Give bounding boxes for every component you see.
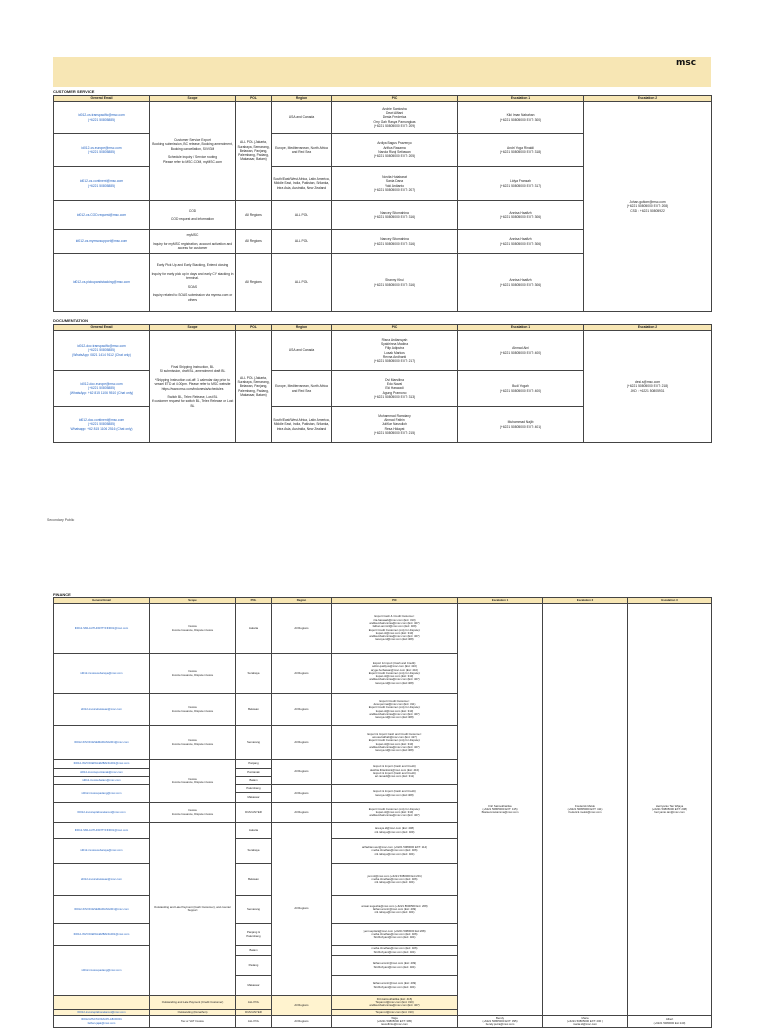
pol-cell: Semarang (236, 726, 272, 760)
scope-cell: Invoice Invoice Issuance, Dispute invoice (150, 803, 236, 823)
pic-cell: Export & Import (Cash and Credit) desthia.fitriantisini@msc.com (Ext: 410) Export & Import (Cash and Credit) ari.ramadi@msc.com (Ext: 311) (332, 760, 458, 785)
email-link[interactable]: ID012-INVOICESEMARANG001@msc.com (54, 726, 150, 760)
email-link[interactable]: id012-invoicesubaraya@msc.com (54, 654, 150, 694)
email-link[interactable]: id012-cs.pickupandstacking@msc.com (54, 254, 150, 312)
scope-cell: Outstanding and Late Payment (Credit Customer) (150, 996, 236, 1010)
scope-cell: myMSC Inquiry for myMSC registration, account activation and access for customer (150, 230, 236, 254)
pic-cell: Fitri.katmukhatlika (Ext: 415) Tiopan.id@msc.com (Ext: 310) andika.khairunnisa@msc.com (Ext: 407) (332, 996, 458, 1010)
email-link[interactable]: ID012-INVOICESEMARANG001@msc.com (54, 896, 150, 924)
pol-cell: Jakarta (236, 823, 272, 839)
pol-cell: DUM ANYER (236, 803, 272, 823)
pic-cell: yeni.septiani@msc.com (+6221 5080000 Ext:208) meiba.trinelhas@msc.com (Ext: 406) Siti.Rohyani@msc.com (Ext: 404) (332, 924, 458, 946)
pic-cell: meiba.trinelhas@msc.com (Ext: 406) Siti.Rohyani@msc.com (Ext: 404) (332, 946, 458, 956)
email-link[interactable]: id012-doc.continent@msc.com (+6221 50805885) Whatsapp: +62 815 1106 2516 (Chat only) (54, 407, 150, 443)
col-header-pic: PIC (332, 598, 458, 604)
esc3-cell: Herriyanto Tan Wijaya (+6221 50805000 EXT: 208) herryanto.tan@msc.com (628, 604, 712, 1016)
region-cell: ALL POL (272, 201, 332, 230)
pol-cell: Belawan (236, 694, 272, 726)
pol-cell: Makassar (236, 793, 272, 803)
pol-cell: Pontianak (236, 769, 272, 777)
pic-cell: Export & Import (Cash and Credit): adimi.qaidiyus@msc.com (Ext: 410) aryge.herbawan@msc.com (Ext: 410) Export Credit Customer (only for dispute): tiopan.id@msc.com (Ext: 310) andika.khairunnisa@msc.com (Ext: 407) laresya.id@msc.com (Ext:408) (332, 654, 458, 694)
pol-cell: ALL POL (236, 996, 272, 1010)
email-link[interactable]: id012-invoicepadang@msc.com (54, 785, 150, 803)
esc3-cell: Albert (+6221 5080000 Ext:140) (628, 1016, 712, 1028)
scope-cell: Early Pick Up and Early Stacking, Extend closing Inquiry for early pick up in days and early CY stacking in terminal. SOAS Inquiry related to SOAS submission via mymsc.com or others (150, 254, 236, 312)
pic-cell: yuni.id@msc.com (+6221 5080000 Ext:201) meiba.trinelhas@msc.com (Ext: 406) niti.rahayu@msc.com (Ext: 404) (332, 864, 458, 896)
pic-cell: Ardiya Bagus Pravenyo Arifica Rasama Nanda Rizqi Setiawan (+6221 50805000 EXT: 205) (332, 134, 458, 167)
pol-cell: Batam (236, 777, 272, 785)
pol-cell: Panjang & Palembang (236, 924, 272, 946)
table-row (54, 604, 712, 654)
esc1-cell: Kiki Iman Nabahan (+6221 50805000 EXT: 300) (458, 102, 584, 134)
pic-cell: Nancey Sitomahina (+6221 50805000 EXT: 316) (332, 201, 458, 230)
esc2-cell: desi.s@msc.com (+6221 50805000 EXT: 218) JKD : +6221 50805931 (584, 331, 712, 443)
pol-cell: All Regions (236, 230, 272, 254)
region-cell: South/East/West Africa, Latin America, Middle East, India, Pakistan, Srilanka, Intra Asia, Australia, New Zealand (272, 407, 332, 443)
email-link[interactable]: ID012-MSCTAXFACPLAB.ID001 fathan.jajat@msc.com (54, 1016, 150, 1028)
region-cell: All Regions (272, 996, 332, 1016)
pol-cell: DUM ANYER (236, 1010, 272, 1016)
pic-cell: Wiga (+6221 50805000 EXT: 395) taxcoffcire@msc.com (332, 1016, 458, 1028)
email-link[interactable]: id012-cs.continent@msc.com (+6221 50805885) (54, 167, 150, 201)
pic-cell: Muhammad Ramdany Ahmad Fathin JuliKar Nasrulloh Resa Hidayat (+6221 50805000 EXT: 215) (332, 407, 458, 443)
col-header-esc3: Escalation 3 (628, 598, 712, 604)
pol-cell: Belawan (236, 864, 272, 896)
scope-cell: Final Shipping Instruction, BL SI submission, draft BL, amendment draft BL *Shipping Instruction cut-off: 1 calendar day prior to vessel ETD at 4.00pm. Please refer to MSC website https://www.msc.com/indonesia/schedules Switch BL, Telex Release, Lost BL If customer request for switch BL, Telex Release or Lost BL (150, 331, 236, 443)
pol-cell: ALL POL (Jakarta, Surabaya, Semarang, Belawan, Panjang, Palembang, Padang, Makassar, Batam) (236, 102, 272, 201)
email-link[interactable]: ID012-invoiceplabonelaroot@msc.com (54, 803, 150, 823)
pol-cell: Surabaya (236, 654, 272, 694)
esc2-cell: Frederick Melok (+6221 50805000 EXT: 411) frederick.melok@msc.com (543, 604, 628, 1016)
pic-cell: laresya.id@msc.com (Ext: 408) niti.rahayu@msc.com (Ext: 409) (332, 823, 458, 839)
pic-cell: Export Credit Customer (only for dispute): tiopan.id@msc.com (Ext: 310) andika.khairunnisa@msc.com (Ext: 407) (332, 803, 458, 823)
pic-cell: Export & Import Cash and Credit Customer: amusa.fatihah@msc.com (Ext: 427) Export Credit Customer (only for dispute): tiopan.id@msc.com (Ext: 310) andika.khairunnisa@msc.com (Ext: 407) laresya.id@msc.com (Ext:408) (332, 726, 458, 760)
classification-note: Secondary Public (47, 518, 75, 522)
email-link[interactable]: id012-cs.transpacific@msc.com (+6221 50805885) (54, 102, 150, 134)
pol-cell: Surabaya (236, 839, 272, 864)
col-header-region: Region (272, 325, 332, 331)
esc1-cell: Annisa Haafizh (+6221 50805000 EXT: 306) (458, 201, 584, 230)
scope-cell: Invoice Invoice Issuance, Dispute invoice (150, 694, 236, 726)
section-title-customer-service: CUSTOMER SERVICE (53, 89, 95, 94)
esc1-cell: Annisa Haafizh (+6221 50805000 EXT: 306) (458, 230, 584, 254)
region-cell: All Regions (272, 726, 332, 760)
pol-cell: Batam (236, 946, 272, 956)
pic-cell: Nancey Sitomahina (+6221 50805000 EXT: 316) (332, 230, 458, 254)
col-header-pic: PIC (332, 96, 458, 102)
col-header-region: Region (272, 96, 332, 102)
region-cell: ALL POL (272, 254, 332, 312)
esc1-cell: Fitri Satmokhairika (+6221 50805000 EXT: 415) ffkatsenmukamma@msc.com (458, 604, 543, 1016)
msc-logo: msc (675, 58, 697, 68)
email-link[interactable]: id012-cs.mymscsupport@msc.com (54, 230, 150, 254)
region-cell: All Regions (272, 1016, 332, 1028)
pic-cell: Novita Hutabarat Sania Dana Yoki Ardianto (+6221 50805000 EXT: 207) (332, 167, 458, 201)
region-cell: South/East/West Africa, Latin America, Middle East, India, Pakistan, Srilanka, Intra Asia, Australia, New Zealand (272, 167, 332, 201)
email-link[interactable]: ID012-INVOICEPALEMBANG001@msc.com (54, 760, 150, 769)
region-cell: USA and Canada (272, 331, 332, 371)
email-link[interactable]: id012-cs.europe@msc.com (+6221 50805885) (54, 134, 150, 167)
pol-cell: ALL POL (236, 1016, 272, 1028)
scope-cell: Outstanding (Donathon) (150, 1010, 236, 1016)
esc2-cell: Johan.gultom@msc.com (+6221 50805000 EXT: 208) CSD : +6221 50805922 (584, 102, 712, 312)
pol-cell: Semarang (236, 896, 272, 924)
pic-cell: Shanny Khui (+6221 50805000 EXT: 316) (332, 254, 458, 312)
col-header-esc2: Escalation 2 (584, 96, 712, 102)
scope-cell: Outstanding and Late Payment (Cash Customer), and counter Support (150, 823, 236, 996)
section-title-documentation: DOCUMENTATION (53, 318, 88, 323)
col-header-email: General Email (54, 96, 150, 102)
email-link[interactable]: id012-invoicepadang@msc.com (54, 946, 150, 996)
region-cell: Europe, Mediterranean, North Africa and Red Sea (272, 134, 332, 167)
pol-cell: All Regions (236, 201, 272, 230)
email-link[interactable]: id012-invoicesubaraya@msc.com (54, 839, 150, 864)
region-cell: All Regions (272, 803, 332, 823)
region-cell: All Regions (272, 760, 332, 785)
pic-cell: fathan.ammir@msc.com (Ext: 409) Siti.Rohyani@msc.com (Ext: 404) (332, 976, 458, 996)
table-row (54, 331, 712, 371)
region-cell: All Regions (272, 785, 332, 803)
pic-cell: Export Credit Customer: dewi.permai@msc.com (Ext: 311) Export Credit Customer (only for dispute): tiopan.id@msc.com (Ext: 310) andika.khairunnisa@msc.com (Ext: 407) laresya.id@msc.com (Ext:408) (332, 694, 458, 726)
esc1-cell: Budi Yogah (+6221 50805000 EXT: 400) (458, 371, 584, 407)
esc2-cell: Maria (+6221 50805000 EXT: 200 ) maria.id@msc.com (543, 1016, 628, 1028)
email-link[interactable]: ID012-invoiceplabonelaroot@msc.com (54, 1010, 150, 1016)
email-link[interactable]: id012-invoicebelawan@msc.com (54, 864, 150, 896)
email-link[interactable]: ID012-SMLAUTHORITYFIN001@msc.com (54, 823, 150, 839)
esc1-cell: Muhammad Najib (+6221 50805000 EXT: 401) (458, 407, 584, 443)
region-cell: USA and Canada (272, 102, 332, 134)
documentation-table (53, 324, 712, 443)
pic-cell: Export & Import (Cash and Credit) laresya.id@msc.com (Ext:408) (332, 785, 458, 803)
email-link[interactable] (54, 996, 150, 1010)
col-header-esc2: Escalation 2 (584, 325, 712, 331)
table-row (54, 102, 712, 134)
header-banner (53, 57, 711, 87)
pic-cell: fathan.ammir@msc.com (Ext: 409) Siti.Rohyani@msc.com (Ext: 404) (332, 956, 458, 976)
col-header-scope: Scope (150, 96, 236, 102)
esc1-cell: Annisa Haafizh (+6221 50805000 EXT: 306) (458, 254, 584, 312)
scope-cell: Invoice Invoice Issuance, Dispute invoice (150, 604, 236, 654)
col-header-email: General Email (54, 598, 150, 604)
scope-cell: Invoice Invoice Issuance, Dispute invoice (150, 654, 236, 694)
scope-cell: Invoice Invoice Issuance, Dispute invoice (150, 760, 236, 803)
region-cell: All Regions (272, 694, 332, 726)
esc1-cell: Bendy (+6221 50805000 EXT: 395) bendy.putra@msc.com (458, 1016, 543, 1028)
region-cell: All Regions (272, 654, 332, 694)
region-cell: ALL POL (272, 230, 332, 254)
pol-cell: All Regions (236, 254, 272, 312)
col-header-pic: PIC (332, 325, 458, 331)
pic-cell: Export Cash & Credit Customer: rita.hassaab@msc.com (Ext: 310) andika.khairunnisa@msc.com (Ext: 407) fathan.ammirl@msc.com (Ext: 409) Export Credit Customer (only for dispute): tiopan.id@msc.com (Ext: 310) andika.khairunnisa@msc.com (Ext: 407) laresya.id@msc.com (Ext:408) (332, 604, 458, 654)
esc1-cell: Lidya Fransah (+6221 50805000 EXT: 317) (458, 167, 584, 201)
col-header-scope: Scope (150, 325, 236, 331)
region-cell: All Regions (272, 823, 332, 996)
email-link[interactable]: id012-cs.COD.request@msc.com (54, 201, 150, 230)
table-row (54, 1016, 712, 1028)
col-header-esc1: Escalation 1 (458, 325, 584, 331)
scope-cell: Tax or VAT Invoice (150, 1016, 236, 1028)
col-header-pol: POL (236, 96, 272, 102)
email-link[interactable]: id012-invoicepontianak@msc.com (54, 769, 150, 777)
col-header-region: Region (272, 598, 332, 604)
col-header-scope: Scope (150, 598, 236, 604)
customer-service-table (53, 95, 712, 312)
pic-cell: arifadrian.wer@msc.com (+6221 5080000 EXT: 114) meiba.trinelhas@msc.com (Ext: 406) niti.rahayu@msc.com (Ext: 404) (332, 839, 458, 864)
col-header-esc2: Escalation 2 (543, 598, 628, 604)
pic-cell: amsar.sugesha@msc.com (+6221 8600560 Ext: 208) fathan.ammir@msc.com (Ext: 409) niti.rahayu@msc.com (Ext: 404) (332, 896, 458, 924)
col-header-esc1: Escalation 1 (458, 598, 543, 604)
finance-table (53, 597, 712, 1028)
pol-cell: Jakarta (236, 604, 272, 654)
region-cell: Europe, Mediterranean, North Africa and Red Sea (272, 371, 332, 407)
email-link[interactable]: ID012-SMLAUTHORITYFIN001@msc.com (54, 604, 150, 654)
pol-cell: Makassar (236, 976, 272, 996)
pol-cell: Palembang (236, 785, 272, 793)
pic-cell: Dvi Marsilina Edo Naval Eki Haswadi Agung Pramono (+6221 50805000 EXT: 313) (332, 371, 458, 407)
email-link[interactable]: id012-invoicebelawan@msc.com (54, 694, 150, 726)
pol-cell: Panjang (236, 760, 272, 769)
col-header-email: General Email (54, 325, 150, 331)
pic-cell: Andrie Santosha Dewi Alfiani Desta Frederica Orry Gah Rasya Pamungkas (+6221 50805000 EXT: 209) (332, 102, 458, 134)
scope-cell: COD COD request and information (150, 201, 236, 230)
scope-cell: Invoice Invoice Issuance, Dispute invoice (150, 726, 236, 760)
email-link[interactable]: id012-doc.transpacific@msc.com (+6221 50805885) (WhatsApp: 0821 1414 9112 (Chat only) (54, 331, 150, 371)
col-header-pol: POL (236, 598, 272, 604)
section-title-finance: FINANCE (53, 592, 71, 597)
email-link[interactable]: id012-invoicebatam@msc.com (54, 777, 150, 785)
pol-cell: Padang (236, 956, 272, 976)
pol-cell: ALL POL (Jakarta, Surabaya, Semarang, Belawan, Panjang, Palembang, Padang, Makassar, Batam) (236, 331, 272, 443)
pic-cell: Risna Ardiansyah Syakirinna Madina Filip Adiputra Lusak Markos Revna Andhanti (+6221 50805000 EXT: 217) (332, 331, 458, 371)
esc1-cell: Ahmad Aini (+6221 50805000 EXT: 400) (458, 331, 584, 371)
col-header-pol: POL (236, 325, 272, 331)
email-link[interactable]: id012-doc.europe@msc.com (+6221 50805885) (WhatsApp: +62 815 1106 9510 (Chat only) (54, 371, 150, 407)
region-cell: All Regions (272, 604, 332, 654)
email-link[interactable]: ID012-INVOICEPALEMBANG001@msc.com (54, 924, 150, 946)
esc1-cell: Andri Yoga Rinaldi (+6221 50805000 EXT: 318) (458, 134, 584, 167)
pic-cell: Tiopan.id@msc.com (Ext: 310) (332, 1010, 458, 1016)
col-header-esc1: Escalation 1 (458, 96, 584, 102)
scope-cell: Customer Service Export Booking submission, BC release, Booking amendment, Booking cancellation, SI/VGM Schedule inquiry / Service routing Please refer to MSC.COM, myMSC.com (150, 102, 236, 201)
